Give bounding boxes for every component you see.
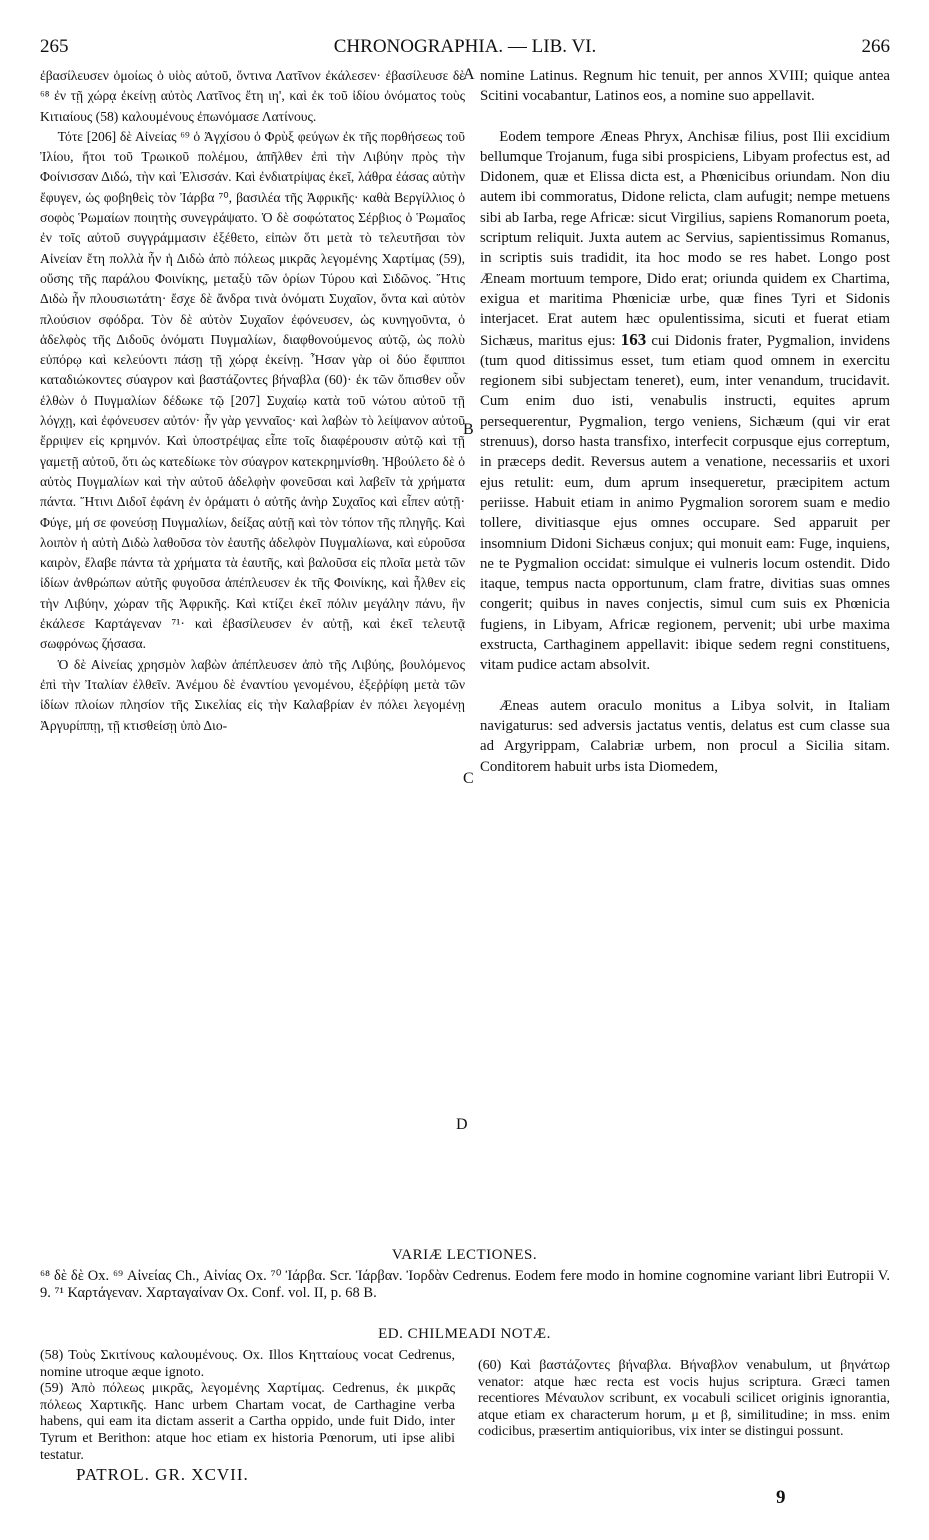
greek-paragraph-3: Ὁ δὲ Αἰνείας χρησμὸν λαβὼν ἀπέπλευσεν ἀπὸ τῆς Λιβύης, βουλόμενος ἐπὶ τὴν Ἰταλίαν ἐλθεῖν. Ἀνέμου δὲ ἐναντίου γενομένου, ἐξεῤῥίφη μετὰ τῶν ἰδίων πλοίων πλησίον τῆς Σικελίας εἰς τὴν Καλαβρίαν ἐν πόλει λεγομένῃ Ἀργυρίππῃ, τῇ κτισθείσῃ ὑπὸ Διο-: [40, 656, 465, 733]
running-header: [40, 36, 890, 62]
note-59: (59) Ἀπὸ πόλεως μικρᾶς, λεγομένης Χαρτίμας. Cedrenus, ἐκ μικρᾶς πόλεως Χαρτικῆς. Hanc urbem Chartam vocat, de Carthagine verba habens, qui eam ita dictam asserit a Cartha oppido, unde fuit Dido, inter Tyrum et Berithon: atque hoc etiam ex historia Pœnorum, uti ipse alibi testatur.: [40, 1381, 455, 1463]
signature-mark: 9: [776, 1487, 786, 1508]
variae-lectiones-text: ⁶⁸ δὲ δὲ Ox. ⁶⁹ Αἰνείας Ch., Αἰνίας Ox. ⁷⁰ Ἰάρβα. Scr. Ἰάρβαν. Ἰορδὰν Cedrenus. Eodem fere modo in homine cognomine variant libri Eutropii V. 9. ⁷¹ Καρτάγεναν. Χαρταγαίναν Ox. Conf. vol. II, p. 68 B.: [40, 1268, 890, 1301]
page-number-right: 266: [861, 36, 890, 57]
margin-letter-a: A: [463, 66, 475, 83]
margin-letter-c: C: [463, 770, 474, 787]
notes-left-column: [40, 1348, 455, 1464]
page-marker-163: 163: [620, 329, 647, 349]
paragraph-gap: [480, 107, 890, 127]
page-number-left: 265: [40, 36, 69, 57]
variae-lectiones-heading: VARIÆ LECTIONES.: [391, 1247, 538, 1263]
note-60: (60) Καὶ βαστάζοντες βήναβλα. Βήναβλον venabulum, ut βηνάτωρ venator: atque hæc recta est vocis hujus scriptura. Græci tamen recentiores Μέναυλον scribunt, ex vocabuli scilicet originis ignorantia, atque etiam ex characterum horum, μ et β, similitudine; in mss. enim codicibus, præsertim antiquioribus, vix inter se distingui possunt.: [478, 1358, 890, 1440]
margin-letter-d: D: [456, 1116, 468, 1133]
series-footer: PATROL. GR. XCVII.: [76, 1465, 249, 1484]
latin-paragraph-2-part-b: cui Didonis frater, Pygmalion, invidens (tum quod ditissimus esset, tum etiam quod omnem in exercitu regionem sibi subjectam teneret), eum, inter venandum, trucidavit. Cum enim duo isti, venabulis instructi, equites aprum persequerentur, Pygmalion, tergo veniens, Sichæum (qui vir erat strenuus), dorso hasta transfixo, interfecit corpusque ejus correptum, in præceps dedit. Reversus autem a venatione, necessariis et uxori ejus retulit: eum, dum aprum insequeretur, præcipitem actum periisse. Habuit etiam in animo Pygmalion sororem suam e medio tollere, divitiasque ejus omnes occupare. Sed apparuit per insomnium Didoni Sichæus conjux; qui monuit eam: Fuge, inquiens, ne te Pygmalion occidat: simulque ei vulneris locum ostendit. Dido itaque, tempus nacta opportunum, clam fratre, divitias suas omnes congerit; quibus in naves conjectis, simul cum suis ex Phœnicia fugiens, in Libyam, Africæ regionem, pervenit; ubi urbe maxima exstructa, Carthaginem appellavit: ibique sedem regni constituens, vitam pudice actam absolvit.: [480, 332, 890, 674]
greek-paragraph-1: ἐβασίλευσεν ὁμοίως ὁ υἱὸς αὐτοῦ, ὅντινα Λατῖνον ἐκάλεσεν· ἐβασίλευσε δὲ ⁶⁸ ἐν τῇ χώρᾳ ἐκείνῃ αὐτὸς Λατῖνος ἔτη ιη', καὶ ἐκ τοῦ ἰδίου ὀνόματος τοὺς Κιτιαίους (58) καλουμένους ἐπωνόμασε Λατίνους.: [40, 68, 465, 124]
paragraph-gap: [480, 676, 890, 696]
latin-column: [480, 66, 890, 777]
latin-paragraph-2: [480, 127, 890, 676]
latin-paragraph-3: Æneas autem oraculo monitus a Libya solvit, in Italiam navigaturus: sed adversis jactatus ventis, delatus est cum classe sua ad Argyrippam, Calabriæ urbem, non procul a Sicilia sitam. Conditorem habuit urbs ista Diomedem,: [480, 697, 890, 775]
latin-paragraph-1: nomine Latinus. Regnum hic tenuit, per annos XVIII; quique antea Scitini vocabantur, Latinos eos, a nomine suo appellavit.: [480, 68, 890, 105]
greek-column: [40, 66, 465, 736]
running-title: CHRONOGRAPHIA. — LIB. VI.: [333, 36, 597, 57]
notes-heading: ED. CHILMEADI NOTÆ.: [378, 1326, 551, 1342]
latin-paragraph-2-part-a: Eodem tempore Æneas Phryx, Anchisæ filius, post Ilii excidium bellumque Trojanum, fuga sibi prospiciens, Libyam profectus est, ad Didonem, quæ et Elissa dicta est, a Phœnicibus oriundam. Non diu autem ibi commoratus, Didone relicta, clam aufugit; nempe metuens sibi ab Iarba, rege Africæ: sicut Virgilius, sapiens Romanorum poeta, scriptum reliquit. Juxta autem ac Servius, sapientissimus Romanus, in scriptis suis tradidit, ita hoc modo se res habet. Longo post Æneam mortuum tempore, Dido erat; oriunda quidem ex Chartima, exigua et maritima Phœniciæ urbe, quæ fines Tyri et Sidonis interjacet. Erat autem hæc opulentissima, sicuti et fuerat etiam Sichæus, maritus ejus:: [480, 128, 890, 349]
greek-paragraph-2: Τότε [206] δὲ Αἰνείας ⁶⁹ ὁ Ἀγχίσου ὁ Φρὺξ φεύγων ἐκ τῆς πορθήσεως τοῦ Ἰλίου, ἤτοι τοῦ Τρωικοῦ πολέμου, ἀπῆλθεν ἐπὶ τὴν Λιβύην πρὸς τὴν Φοίνισσαν Διδώ, τὴν καὶ Ἐλισσάν. Καὶ ἐνδιατρίψας ἐκεῖ, λάθρα ἐάσας αὐτὴν ἔφυγεν, ὡς φοβηθεὶς τὸν Ἰάρβα ⁷⁰, βασιλέα τῆς Ἀφρικῆς· καθὰ Βεργίλλιος ὁ σοφὸς Ῥωμαίων ποιητὴς συνεγράψατο. Ὁ δὲ σοφώτατος Σέρβιος ὁ Ῥωμαῖος ἐν τοῖς αὐτοῦ συγγράμμασιν ἐξέθετο, εἰπὼν ὅτι μετὰ τὸ τελευτῆσαι τὸν Αἰνείαν ἔτη πολλὰ ἦν ἡ Διδὼ ἀπὸ πόλεως μικρᾶς λεγομένης Χαρτίμας (59), οὔσης τῆς παράλου Φοινίκης, μεταξὺ τῶν ὁρίων Τύρου καὶ Σιδῶνος. Ἥτις Διδὼ ἦν πλουσιωτάτη· ἔσχε δὲ ἄνδρα τινὰ ὀνόματι Συχαῖον, ὄντα καὶ αὐτὸν πλούσιον σφόδρα. Τὸν δὲ αὐτὸν Συχαῖον ἐφόνευσεν, ὡς κυνηγοῦντα, ὁ ἀδελφὸς τῆς Διδοῦς ὀνόματι Πυγμαλίων, διαφθονούμενος αὐτῷ, ὡς πολὺ εὐπόρῳ καὶ κελεύοντι πάσῃ τῇ χώρᾳ ἐκείνῃ. Ἦσαν γὰρ οἱ δύο ἔφιπποι καταδιώκοντες σύαγρον καὶ βαστάζοντες βήναβλα (60)· ἐκ τῶν ὄπισθεν οὖν ἐλθὼν ὁ Πυγμαλίων δέδωκε τῷ [207] Συχαίῳ κατὰ τοῦ νώτου αὐτοῦ τῇ λόγχῃ, καὶ ἐφόνευσεν αὐτόν· ἦν γὰρ γενναῖος· καὶ λαβὼν τὸ λείψανον αὐτοῦ ἔρριψεν εἰς κρημνόν. Καὶ ὑποστρέψας εἶπε τοῖς διαφέρουσιν αὐτῷ καὶ τῇ γαμετῇ αὐτοῦ, ὅτι ὡς κατεδίωκε τὸν σύαγρον κατεκρημνίσθη. Ἠβούλετο δὲ ὁ αὐτὸς Πυγμαλίων καὶ τὴν αὐτοῦ ἀδελφὴν φονεῦσαι καὶ λαβεῖν τὰ χρήματα πάντα. Ἥτινι Διδοῖ ἐφάνη ἐν ὁράματι ὁ αὐτῆς ἀνὴρ Συχαῖος καὶ εἶπεν αὐτῇ· Φύγε, μή σε φονεύσῃ Πυγμαλίων, δείξας αὐτῇ καὶ τὸν τόπον τῆς πληγῆς. Καὶ λοιπὸν ἡ αὐτὴ Διδὼ λαθοῦσα τὸν ἑαυτῆς ἀδελφὸν Πυγμαλίωνα, καὶ εὑροῦσα καιρὸν, ἔλαβε πάντα τὰ χρήματα τὰ ἑαυτῆς, καὶ βαλοῦσα εἰς πλοῖα μετὰ τῶν ἰδίων ἀνθρώπων αὐτῆς φυγοῦσα ἀπέπλευσεν ἐκ τῆς Φοινίκης, καὶ ἦλθεν εἰς τὴν Λιβύην, χώραν τῆς Ἀφρικῆς. Καὶ κτίζει ἐκεῖ πόλιν μεγάλην πάνυ, ἣν ἐκάλεσε Καρτάγεναν ⁷¹· καὶ ἐβασίλευσεν ἐν αὐτῇ, καὶ ἐκεῖ τελευτᾷ σωφρόνως ζήσασα.: [40, 128, 465, 652]
notes-right-column: [478, 1358, 890, 1441]
margin-letter-b: B: [463, 421, 474, 438]
note-58: (58) Τοὺς Σκιτίνους καλουμένους. Ox. Illos Κητταίους vocat Cedrenus, nomine utroque æque ignoto.: [40, 1348, 455, 1380]
